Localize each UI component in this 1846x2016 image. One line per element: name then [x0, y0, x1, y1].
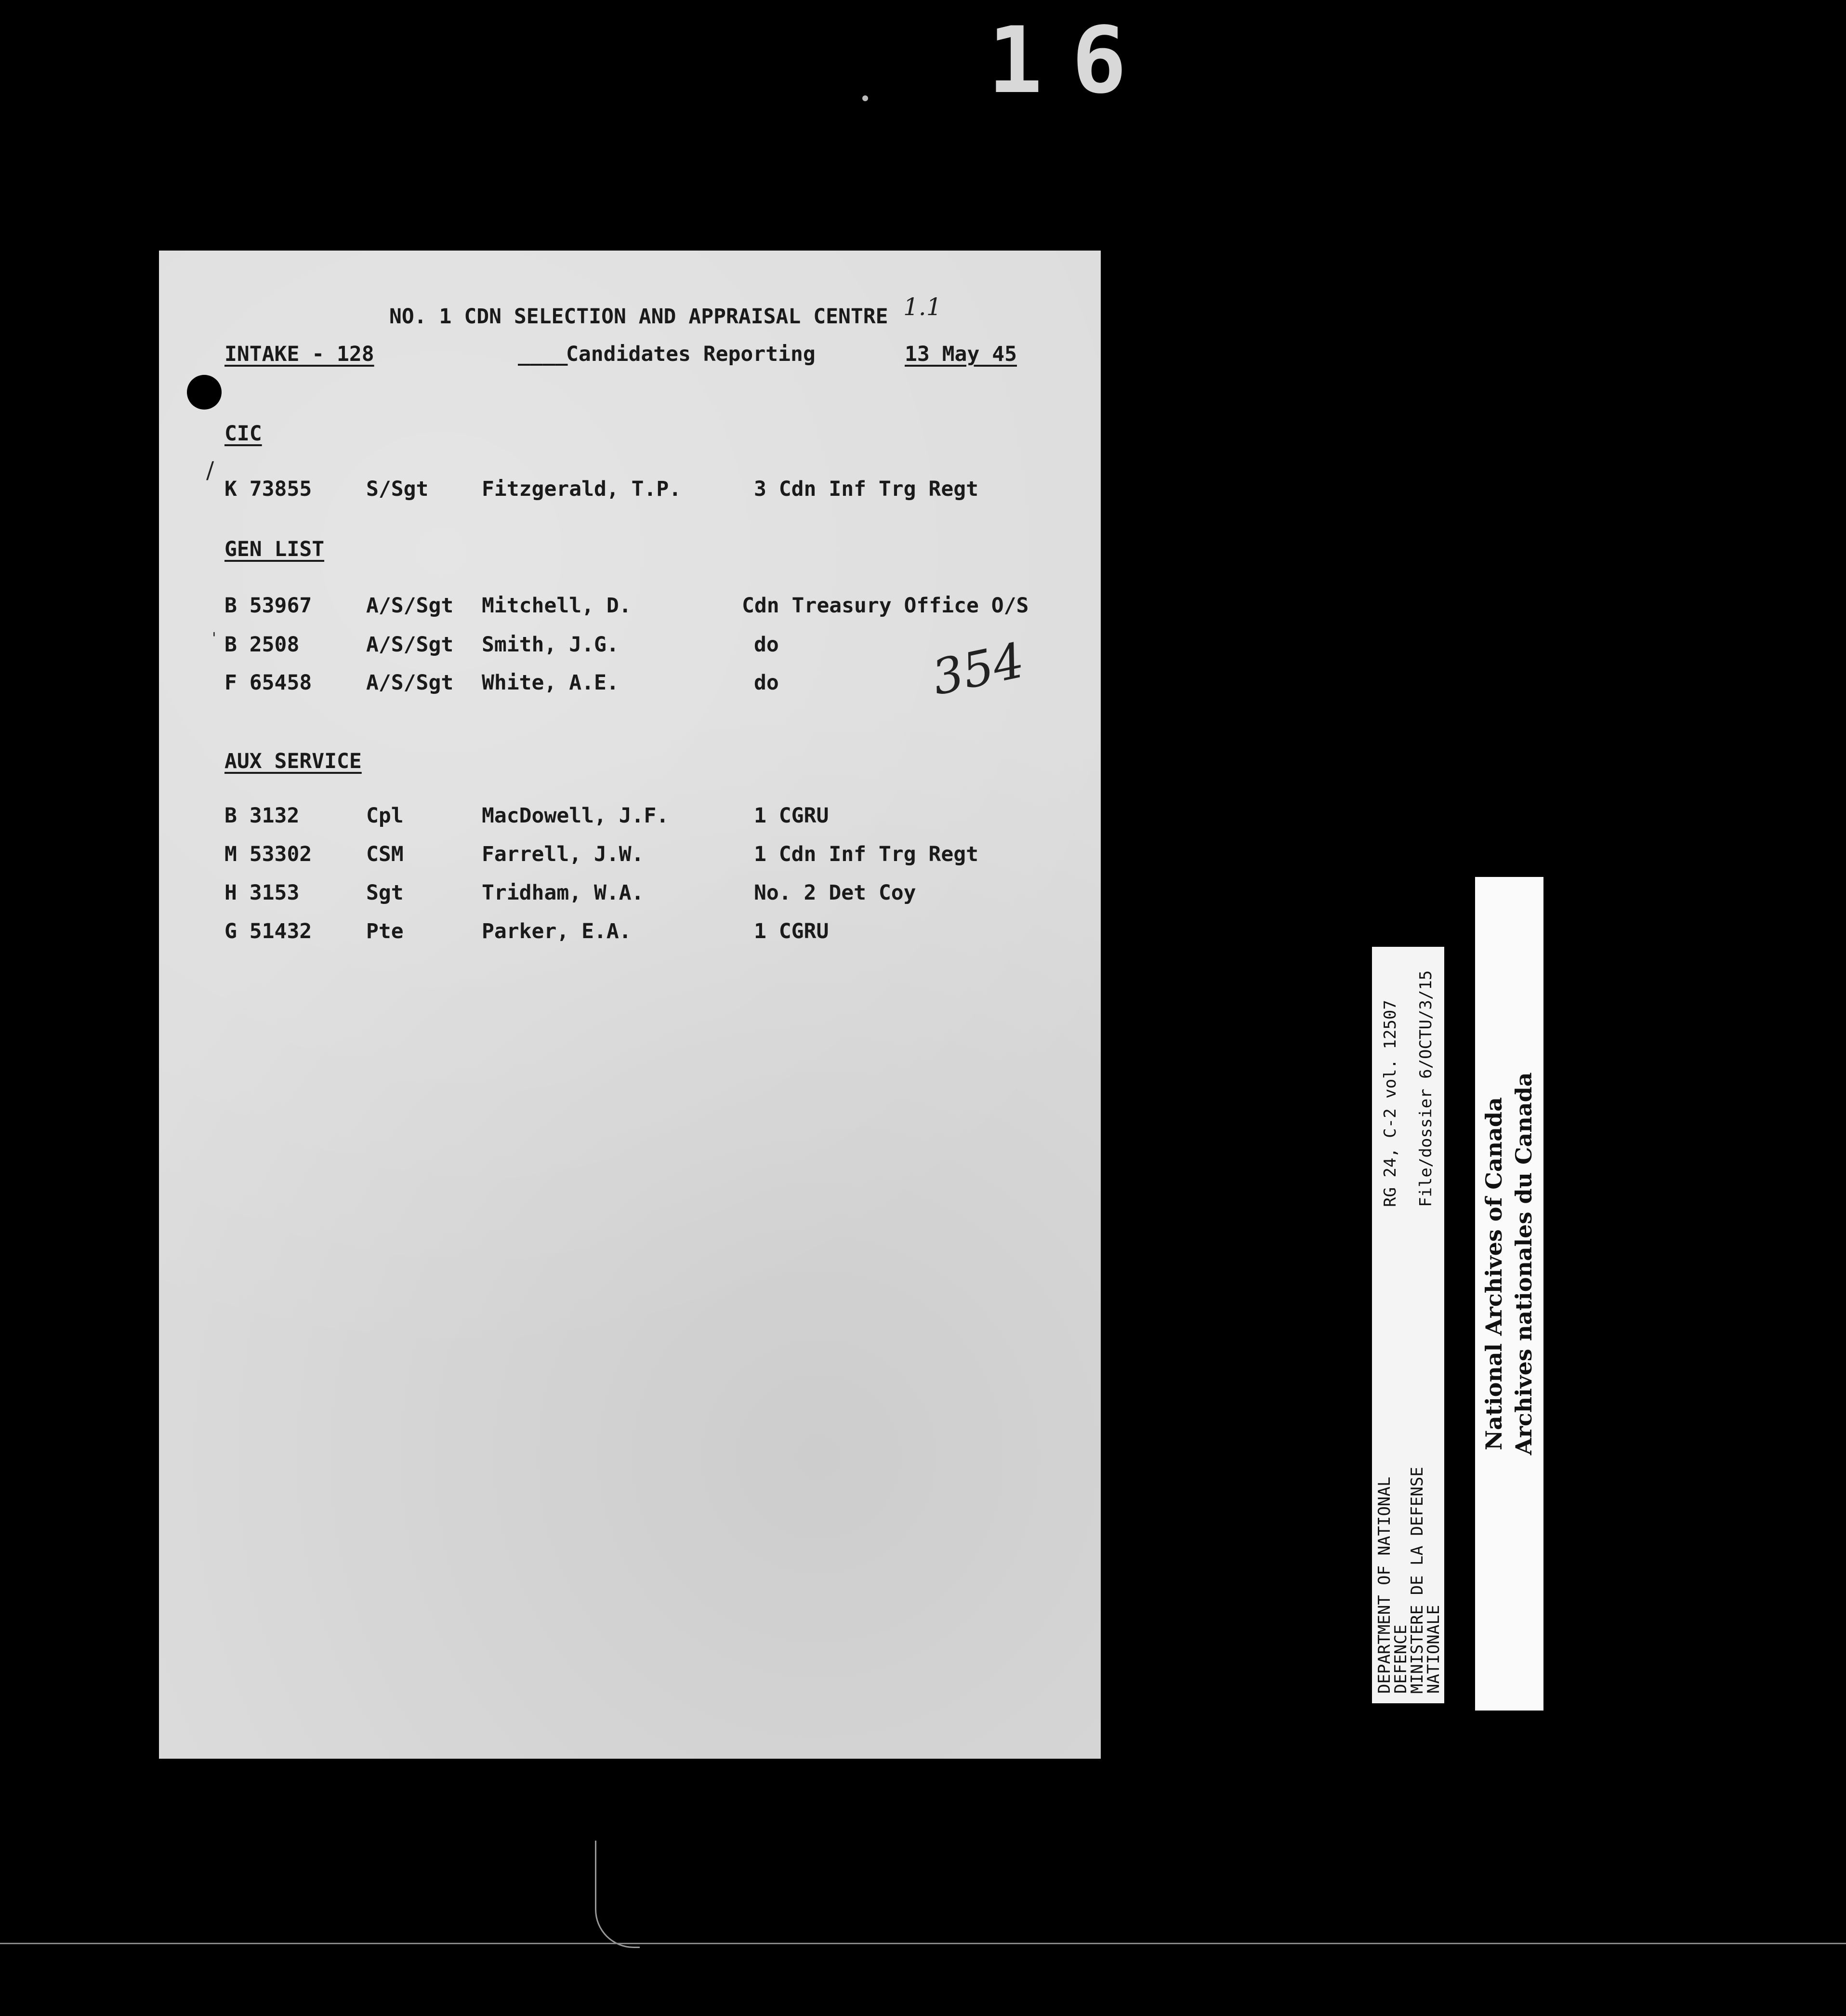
rank: Sgt [366, 881, 404, 905]
unit: 1 CGRU [754, 919, 829, 943]
check-mark: ' [212, 629, 216, 647]
unit: 1 CGRU [754, 804, 829, 828]
subtitle-blank: ____ [518, 342, 568, 366]
label-record-group: RG 24, C-2 vol. 12507 [1381, 1000, 1400, 1207]
section-heading: CIC [224, 422, 262, 446]
section-heading: AUX SERVICE [224, 749, 362, 773]
label-department: DEPARTMENT OF NATIONAL [1375, 1476, 1394, 1694]
document-page [159, 251, 1101, 1759]
label-ministere-cont: NATIONALE [1424, 1605, 1443, 1694]
document-title: NO. 1 CDN SELECTION AND APPRAISAL CENTRE [389, 305, 888, 329]
rank: CSM [366, 842, 404, 866]
intake-number: INTAKE - 128 [224, 342, 374, 366]
rank: A/S/Sgt [366, 594, 454, 618]
service-number: H 3153 [224, 881, 300, 905]
punch-hole [187, 375, 222, 410]
rank: Pte [366, 919, 404, 943]
candidate-name: Mitchell, D. [482, 594, 632, 618]
candidate-name: MacDowell, J.F. [482, 804, 669, 828]
document-date: 13 May 45 [905, 342, 1017, 366]
unit: Cdn Treasury Office O/S [742, 594, 1029, 618]
candidate-name: White, A.E. [482, 671, 619, 695]
service-number: B 2508 [224, 633, 300, 657]
service-number: K 73855 [224, 477, 312, 501]
candidate-name: Parker, E.A. [482, 919, 632, 943]
film-artifact [595, 1841, 640, 1948]
unit: do [754, 633, 779, 657]
document-subtitle: Candidates Reporting [566, 342, 816, 366]
rank: A/S/Sgt [366, 671, 454, 695]
unit: do [754, 671, 779, 695]
unit: 3 Cdn Inf Trg Regt [754, 477, 978, 501]
film-speck [862, 95, 868, 101]
stamp-french: Archives nationales du Canada [1511, 1072, 1537, 1455]
service-number: B 53967 [224, 594, 312, 618]
film-edge-line [0, 1943, 1846, 1944]
archive-stamp [1475, 877, 1543, 1711]
title-annotation: 1.1 [903, 293, 942, 321]
service-number: F 65458 [224, 671, 312, 695]
section-heading: GEN LIST [224, 537, 325, 561]
service-number: B 3132 [224, 804, 300, 828]
rank: A/S/Sgt [366, 633, 454, 657]
unit: 1 Cdn Inf Trg Regt [754, 842, 978, 866]
frame-number: 16 [988, 7, 1156, 114]
candidate-name: Tridham, W.A. [482, 881, 644, 905]
check-mark: / [206, 457, 214, 484]
label-ministere: MINISTERE DE LA DEFENSE [1408, 1467, 1427, 1694]
rank: Cpl [366, 804, 404, 828]
rank: S/Sgt [366, 477, 429, 501]
label-file-dossier: File/dossier 6/OCTU/3/15 [1416, 970, 1436, 1207]
candidate-name: Smith, J.G. [482, 633, 619, 657]
service-number: G 51432 [224, 919, 312, 943]
unit: No. 2 Det Coy [754, 881, 916, 905]
service-number: M 53302 [224, 842, 312, 866]
candidate-name: Fitzgerald, T.P. [482, 477, 682, 501]
stamp-english: National Archives of Canada [1481, 1097, 1507, 1450]
candidate-name: Farrell, J.W. [482, 842, 644, 866]
label-department-cont: DEFENCE [1391, 1624, 1411, 1694]
handwritten-page-number: 354 [927, 632, 1029, 706]
archive-reference-label [1372, 947, 1444, 1703]
